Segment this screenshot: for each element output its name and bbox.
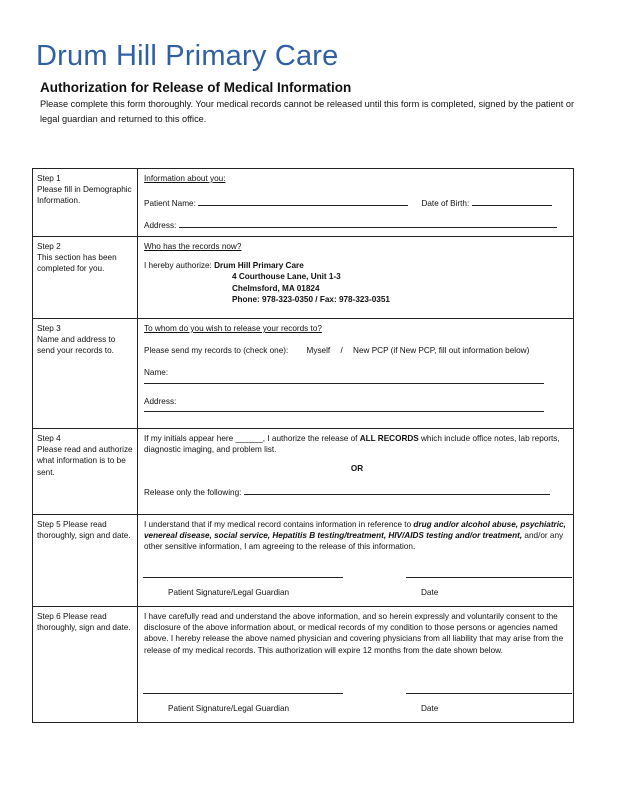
recipient-name-field[interactable] [144,379,544,384]
sensitive-terms: drug and/or alcohol abuse, psychiatric, venereal disease, social service, Hepatitis B testing/treatment, HIV/AIDS testing and/or treatment, [144,520,566,541]
practice-city: Chelmsford, MA 01824 [232,283,320,293]
step-5-label [33,515,138,607]
authorize-text: I hereby authorize: [144,261,212,271]
form-instructions: Please complete this form thoroughly. Your medical records cannot be released until this form is completed, signed by the patient or legal guardian and returned to this office. [40,99,575,124]
step-4-content [138,429,574,515]
all-records-label: ALL RECORDS [359,434,419,443]
step-3-label [33,319,138,429]
initials-suffix: which include office notes, lab reports, diagnostic imaging, and problem list. [144,434,560,455]
option-new-pcp[interactable]: New PCP (if New PCP, fill out information below) [353,346,530,356]
step-6-signature-label: Patient Signature/Legal Guardian [168,704,290,713]
step-4-label [33,429,138,515]
step-3-row [33,319,574,429]
step-5-consent-text [144,519,570,553]
initials-prefix: If my initials appear here ______, I authorize the release of [144,434,358,443]
step-5-text: Step 5 Please read thoroughly, sign and date. [37,520,131,541]
step-2-heading: Who has the records now? [144,242,242,251]
step-5-content [138,515,574,607]
step-1-row [33,169,574,237]
step-5-row [33,515,574,607]
all-records-authorization [144,433,570,455]
or-divider: OR [350,464,364,474]
step-3-heading: To whom do you wish to release your records to? [144,324,322,333]
step-1-label [33,169,138,237]
step-5-date-line[interactable] [406,577,572,578]
step-6-date-line[interactable] [406,693,572,694]
step-6-row [33,607,574,723]
step-1-content [138,169,574,237]
patient-name-field[interactable] [198,196,408,206]
authorization-form-table [32,168,574,723]
address-label: Address: [144,221,177,231]
patient-name-label: Patient Name: [144,199,196,209]
step-2-text: Step 2 This section has been completed for you. [37,242,117,274]
practice-phone-fax: Phone: 978-323-0350 / Fax: 978-323-0351 [232,294,390,304]
step-6-signature-line[interactable] [143,693,343,694]
step-2-row [33,237,574,319]
step-1-text: Step 1 Please fill in Demographic Information. [37,174,132,206]
step-2-label [33,237,138,319]
step-4-text: Step 4 Please read and authorize what information is to be sent. [37,434,133,477]
release-only-label: Release only the following: [144,487,242,497]
recipient-name-label: Name: [144,368,169,378]
date-of-birth-field[interactable] [472,196,552,206]
step-4-row [33,429,574,515]
dob-label: Date of Birth: [421,199,470,209]
step-6-date-label: Date [421,704,439,713]
step-6-consent-text: I have carefully read and understand the above information, and so herein expressly and voluntarily consent to the disclosure of the above information about, or medical records of my condition to those persons or agencies named above. I hereby release the above named physician and covering physicians from all liability that may arise from the release of my medical records. This authorization will expire 12 months from the date shown below. [144,612,564,655]
option-myself[interactable]: Myself [306,346,331,356]
form-title: Authorization for Release of Medical Information [40,80,352,95]
step-5-date-label: Date [421,588,439,597]
practice-street: 4 Courthouse Lane, Unit 1-3 [232,272,341,282]
step-3-content [138,319,574,429]
step-6-content [138,607,574,723]
step-5-signature-line[interactable] [143,577,343,578]
step-6-label [33,607,138,723]
practice-name: Drum Hill Primary Care [214,261,304,271]
address-field[interactable] [179,218,557,228]
step-5-text-suffix: and/or any other sensitive information, I am agreeing to the release of this information. [144,531,564,552]
step-6-text: Step 6 Please read thoroughly, sign and date. [37,612,131,633]
recipient-address-label: Address: [144,396,177,406]
release-only-field[interactable] [244,485,550,495]
option-separator: / [340,346,343,356]
step-3-text: Step 3 Name and address to send your records to. [37,324,116,356]
recipient-address-field[interactable] [144,407,544,412]
send-records-text: Please send my records to (check one): [144,346,289,356]
step-2-content [138,237,574,319]
step-5-signature-label: Patient Signature/Legal Guardian [168,588,290,597]
step-5-text-prefix: I understand that if my medical record contains information in reference to [144,520,412,529]
step-1-heading: Information about you: [144,174,226,183]
practice-logo: Drum Hill Primary Care [36,40,339,72]
